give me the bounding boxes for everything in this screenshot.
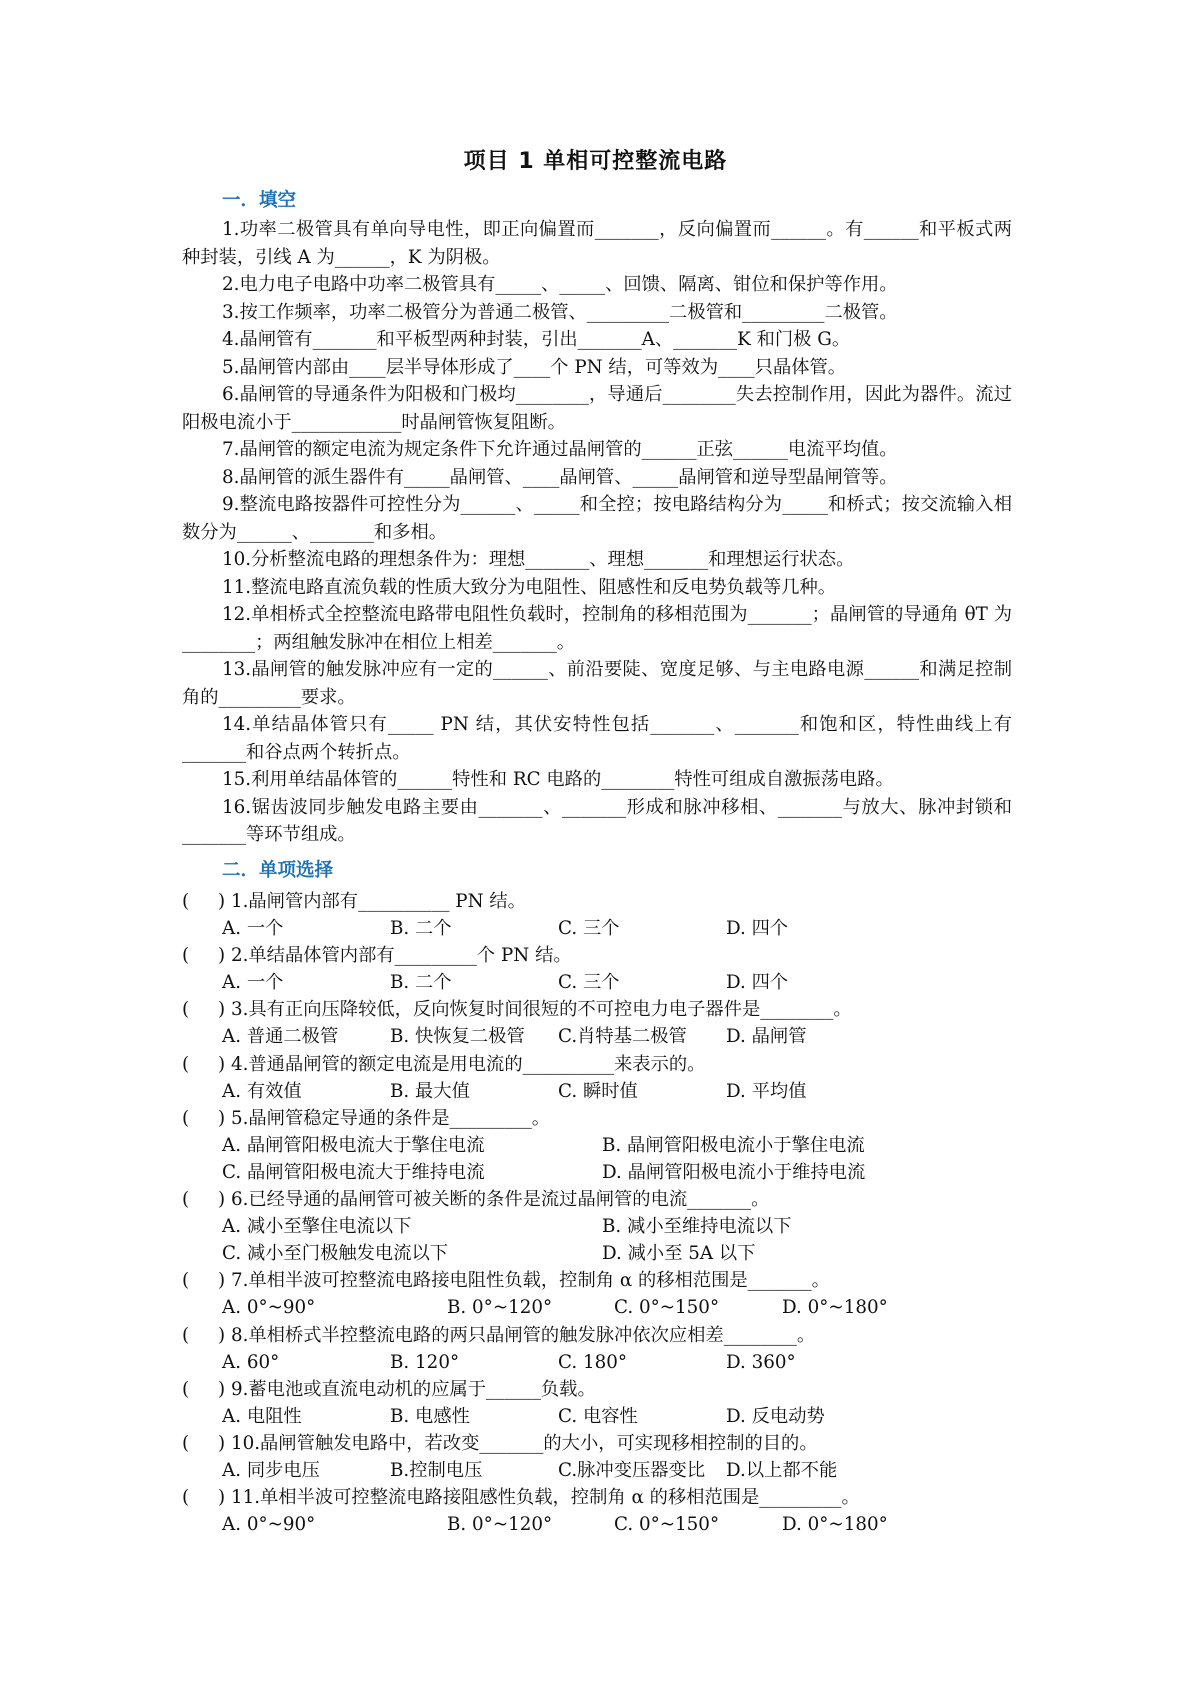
option-row (182, 969, 1012, 996)
option-b: B. 二个 (390, 972, 452, 994)
option-d: D. 平均值 (726, 1080, 807, 1102)
option-a: A. 0°~90° (222, 1297, 316, 1319)
option-c: C.肖特基二极管 (558, 1026, 687, 1048)
choice-question-text: ) 7.单相半波可控整流电路接电阻性负载，控制角 α 的移相范围是_______。 (218, 1270, 830, 1292)
option-row (182, 1132, 1012, 1159)
option-row (182, 1240, 1012, 1267)
option-b: B. 电感性 (390, 1405, 470, 1427)
option-c: C. 三个 (558, 972, 620, 994)
option-d: D. 四个 (726, 918, 789, 940)
choice-question-text: ) 3.具有正向压降较低，反向恢复时间很短的不可控电力电子器件是________。 (218, 999, 852, 1021)
option-d: D. 0°~180° (782, 1514, 888, 1536)
choice-question-text: ) 9.蓄电池或直流电动机的应属于______负载。 (218, 1378, 596, 1400)
section-heading-choice: 二．单项选择 (222, 860, 334, 881)
option-d: D. 四个 (726, 972, 789, 994)
option-c: C. 减小至门极触发电流以下 (222, 1243, 449, 1265)
option-b: B. 0°~120° (447, 1297, 553, 1319)
answer-paren[interactable]: ( (182, 891, 190, 912)
option-row (182, 1349, 1012, 1376)
option-d: D. 反电动势 (726, 1405, 825, 1427)
choice-question (182, 1322, 1012, 1349)
choice-question-text: ) 8.单相桥式半控整流电路的两只晶闸管的触发脉冲依次应相差________。 (218, 1324, 816, 1346)
fill-blank-list (182, 216, 1012, 849)
option-row (182, 915, 1012, 942)
option-b: B. 二个 (390, 918, 452, 940)
section-heading-fill: 一．填空 (222, 190, 297, 211)
option-b: B. 0°~120° (447, 1514, 553, 1536)
choice-question (182, 1430, 1012, 1457)
option-a: A. 有效值 (222, 1080, 302, 1102)
option-row (182, 1078, 1012, 1105)
answer-paren[interactable]: ( (182, 1432, 190, 1454)
option-b: B.控制电压 (390, 1459, 483, 1481)
option-row (182, 1403, 1012, 1430)
fill-question: 15.利用单结晶体管的______特性和 RC 电路的________特性可组成自激振荡电路。 (222, 769, 894, 790)
option-c: C. 晶闸管阳极电流大于维持电流 (222, 1161, 485, 1183)
option-c: C. 电容性 (558, 1405, 638, 1427)
option-d: D. 360° (726, 1351, 796, 1373)
option-b: B. 120° (390, 1351, 460, 1373)
option-d: D. 晶闸管 (726, 1026, 807, 1048)
option-a: A. 0°~90° (222, 1514, 316, 1536)
page-title: 项目 1 单相可控整流电路 (463, 149, 728, 174)
option-row (182, 1511, 1012, 1538)
option-b: B. 最大值 (390, 1080, 470, 1102)
answer-paren[interactable]: ( (182, 1189, 190, 1211)
fill-question: 14.单结晶体管只有_____ PN 结，其伏安特性包括_______、_______和饱和区，特性曲线上有_______和谷点两个转折点。 (182, 714, 1012, 763)
fill-question: 6.晶闸管的导通条件为阳极和门极均________，导通后________失去控制作用，因此为器件。流过阳极电流小于____________时晶闸管恢复阻断。 (182, 384, 1012, 433)
choice-question-text: ) 2.单结晶体管内部有_________个 PN 结。 (218, 945, 572, 967)
fill-question: 11.整流电路直流负载的性质大致分为电阻性、阻感性和反电势负载等几种。 (222, 576, 837, 598)
fill-question: 2.电力电子电路中功率二极管具有_____、_____、回馈、隔离、钳位和保护等作用。 (222, 274, 898, 295)
fill-question: 10.分析整流电路的理想条件为：理想_______、理想_______和理想运行状态。 (222, 549, 855, 570)
option-row (182, 1457, 1012, 1484)
fill-question: 8.晶闸管的派生器件有_____晶闸管、____晶闸管、_____晶闸管和逆导型晶闸管等。 (222, 466, 898, 488)
option-a: A. 同步电压 (222, 1459, 320, 1481)
choice-question (182, 1484, 1012, 1511)
answer-paren[interactable]: ( (182, 945, 190, 967)
fill-question: 12.单相桥式全控整流电路带电阻性负载时，控制角的移相范围为_______；晶闸管的导通角 θT 为________；两组触发脉冲在相位上相差_______。 (182, 604, 1012, 653)
option-b: B. 减小至维持电流以下 (602, 1216, 792, 1238)
option-c: C. 瞬时值 (558, 1080, 638, 1102)
choice-question (182, 1267, 1012, 1294)
answer-paren[interactable]: ( (182, 1270, 190, 1292)
fill-question: 13.晶闸管的触发脉冲应有一定的______、前沿要陡、宽度足够、与主电路电源______和满足控制角的_________要求。 (182, 659, 1012, 708)
fill-question: 5.晶闸管内部由____层半导体形成了____个 PN 结，可等效为____只晶体管。 (222, 356, 847, 378)
option-c: C. 三个 (558, 918, 620, 940)
option-a: A. 电阻性 (222, 1405, 302, 1427)
option-c: C. 0°~150° (614, 1514, 720, 1536)
answer-paren[interactable]: ( (182, 1053, 190, 1075)
option-row (182, 1023, 1012, 1050)
answer-paren[interactable]: ( (182, 1324, 190, 1346)
answer-paren[interactable]: ( (182, 999, 190, 1021)
fill-question: 9.整流电路按器件可控性分为______、_____和全控；按电路结构分为_____和桥式；按交流输入相数分为______、_______和多相。 (182, 494, 1012, 543)
option-b: B. 快恢复二极管 (390, 1026, 525, 1048)
choice-question-text: ) 5.晶闸管稳定导通的条件是_________。 (218, 1107, 551, 1129)
choice-question (182, 888, 1012, 915)
option-c: C. 0°~150° (614, 1297, 720, 1319)
option-a: A. 60° (222, 1351, 280, 1373)
choice-question (182, 996, 1012, 1023)
fill-question: 7.晶闸管的额定电流为规定条件下允许通过晶闸管的______正弦______电流平均值。 (222, 439, 898, 460)
option-row (182, 1213, 1012, 1240)
choice-question-text: ) 6.已经导通的晶闸管可被关断的条件是流过晶闸管的电流_______。 (218, 1189, 770, 1211)
answer-paren[interactable]: ( (182, 1378, 190, 1400)
option-b: B. 晶闸管阳极电流小于擎住电流 (602, 1134, 865, 1156)
option-d: D. 晶闸管阳极电流小于维持电流 (602, 1161, 866, 1183)
answer-paren[interactable]: ( (182, 1487, 190, 1509)
choice-question-text: ) 11.单相半波可控整流电路接阻感性负载，控制角 α 的移相范围是_________。 (218, 1487, 860, 1509)
option-row (182, 1294, 1012, 1321)
choice-question-list (182, 888, 1012, 1538)
choice-question (182, 1376, 1012, 1403)
choice-question-text: ) 10.晶闸管触发电路中，若改变_______的大小，可实现移相控制的目的。 (218, 1432, 818, 1454)
option-a: A. 晶闸管阳极电流大于擎住电流 (222, 1134, 485, 1156)
choice-question (182, 1051, 1012, 1078)
choice-question-text: ) 1.晶闸管内部有__________ PN 结。 (218, 891, 526, 912)
option-d: D. 减小至 5A 以下 (602, 1243, 756, 1265)
option-c: C.脉冲变压器变比 (558, 1459, 706, 1481)
option-a: A. 一个 (222, 972, 284, 994)
option-a: A. 普通二极管 (222, 1026, 339, 1048)
option-a: A. 减小至擎住电流以下 (222, 1216, 412, 1238)
choice-question (182, 942, 1012, 969)
fill-question: 3.按工作频率，功率二极管分为普通二极管、_________二极管和_________二极管。 (222, 301, 898, 323)
option-row (182, 1159, 1012, 1186)
fill-question: 16.锯齿波同步触发电路主要由_______、_______形成和脉冲移相、_______与放大、脉冲封锁和_______等环节组成。 (182, 796, 1012, 845)
answer-paren[interactable]: ( (182, 1107, 190, 1129)
choice-question (182, 1186, 1012, 1213)
option-d: D. 0°~180° (782, 1297, 888, 1319)
option-a: A. 一个 (222, 918, 284, 940)
fill-question: 4.晶闸管有_______和平板型两种封装，引出_______A、_______K 和门极 G。 (222, 329, 851, 350)
choice-question-text: ) 4.普通晶闸管的额定电流是用电流的__________来表示的。 (218, 1053, 706, 1075)
option-c: C. 180° (558, 1351, 627, 1373)
fill-question: 1.功率二极管具有单向导电性，即正向偏置而_______，反向偏置而______。有______和平板式两种封装，引线 A 为______，K 为阴极。 (182, 219, 1012, 268)
choice-question (182, 1105, 1012, 1132)
option-d: D.以上都不能 (726, 1459, 838, 1481)
